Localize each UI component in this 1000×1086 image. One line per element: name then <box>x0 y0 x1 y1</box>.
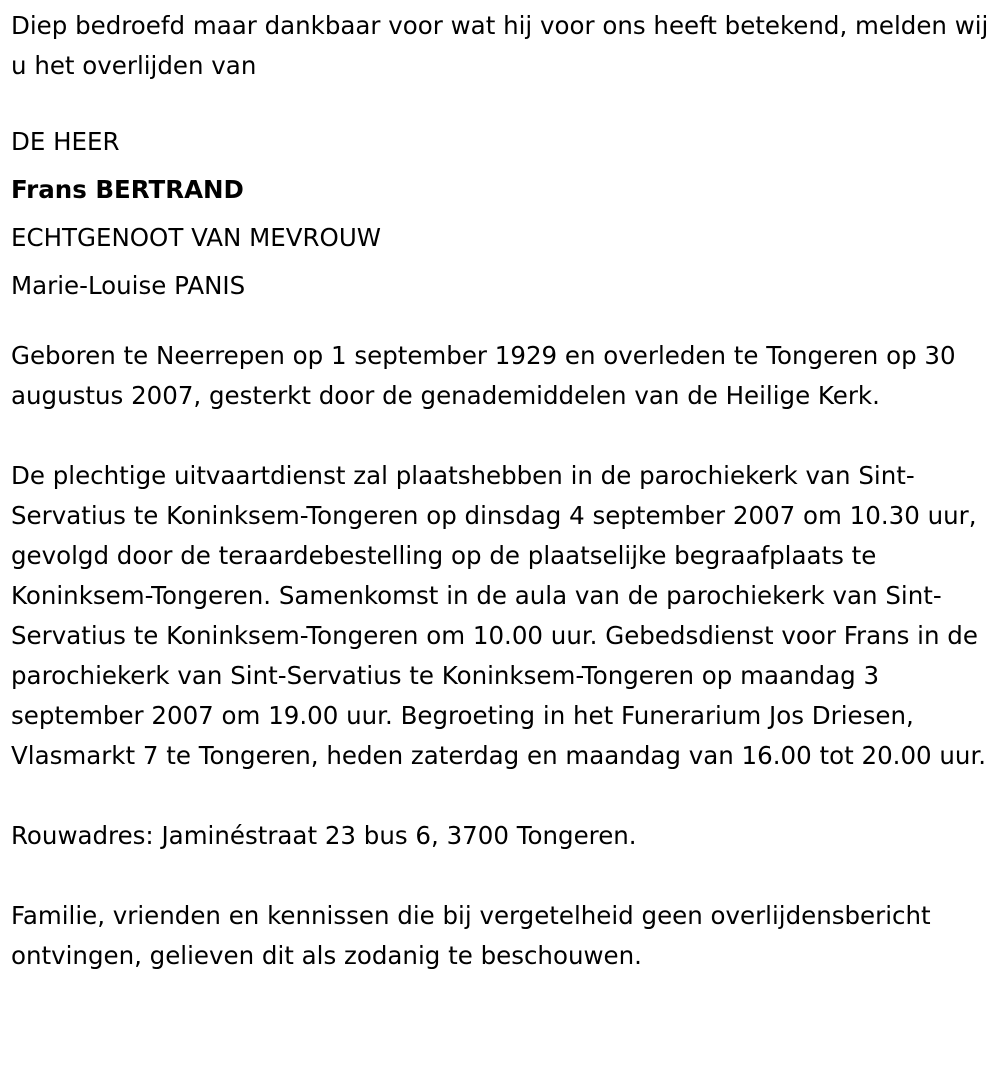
spacer <box>11 86 990 118</box>
deceased-name: Frans BERTRAND <box>11 175 244 204</box>
birth-death-text: Geboren te Neerrepen op 1 september 1929 en overleden te Tongeren op 30 augustus 2007, gesterkt door de genademiddelen van de Heilige Kerk. <box>11 341 956 410</box>
spouse-label: ECHTGENOOT VAN MEVROUW <box>11 223 382 252</box>
spacer <box>11 776 990 816</box>
funeral-service-text: De plechtige uitvaartdienst zal plaatshebben in de parochiekerk van Sint-Servatius te Koninksem-Tongeren op dinsdag 4 september 2007 om 10.30 uur, gevolgd door de teraardebestelling op de plaatselijke begraafplaats te Koninksem-Tongeren. Samenkomst in de aula van de parochiekerk van Sint-Servatius te Koninksem-Tongeren om 10.00 uur. Gebedsdienst voor Frans in de parochiekerk van Sint-Servatius te Koninksem-Tongeren op maandag 3 september 2007 om 19.00 uur. Begroeting in het Funerarium Jos Driesen, Vlasmarkt 7 te Tongeren, heden zaterdag en maandag van 16.00 tot 20.00 uur. <box>11 461 987 770</box>
spouse-name: Marie-Louise PANIS <box>11 271 246 300</box>
closing-text: Familie, vrienden en kennissen die bij vergetelheid geen overlijdensbericht ontvingen, gelieven dit als zodanig te beschouwen. <box>11 901 931 970</box>
spacer <box>11 310 990 336</box>
spacer <box>11 856 990 896</box>
mourning-address: Rouwadres: Jaminéstraat 23 bus 6, 3700 Tongeren. <box>11 821 637 850</box>
spacer <box>11 416 990 456</box>
intro-text: Diep bedroefd maar dankbaar voor wat hij voor ons heeft betekend, melden wij u het overlijden van <box>11 11 989 80</box>
honorific: DE HEER <box>11 127 120 156</box>
